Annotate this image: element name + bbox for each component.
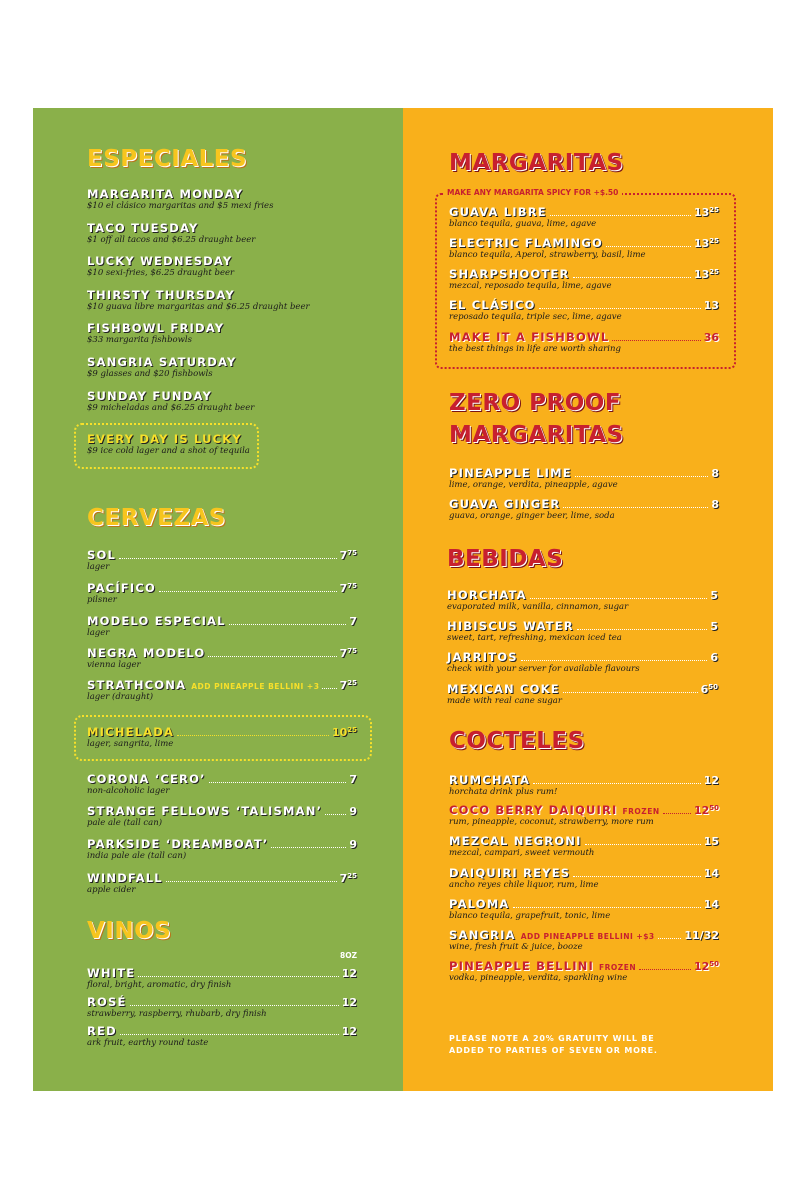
beer-item: WINDFALL $7^{25}$ apple cider (87, 871, 357, 895)
coctel-item: MEZCAL NEGRONI 15 mezcal, campari, sweet vermouth (449, 834, 719, 858)
beer-item: CORONA ‘CERO’ 7 non-alcoholic lager (87, 772, 357, 796)
special-item: MARGARITA MONDAY $10 el clásico margaritas and $5 mexi fries (87, 187, 274, 211)
especiales-heading: ESPECIALES (87, 146, 248, 172)
bebida-item: HORCHATA 5 evaporated milk, vanilla, cinnamon, sugar (447, 588, 718, 612)
wine-size-label: 8OZ (340, 951, 358, 960)
spicy-note: MAKE ANY MARGARITA SPICY FOR +$.50 (443, 188, 622, 197)
beer-item: MODELO ESPECIAL 7 lager (87, 614, 357, 638)
margaritas-heading: MARGARITAS (449, 150, 624, 176)
fishbowl-item: MAKE IT A FISHBOWL 36 the best things in life are worth sharing (449, 330, 719, 354)
frozen-tag: FROZEN (599, 963, 637, 972)
bellini-addon-tag: ADD PINEAPPLE BELLINI +3 (191, 682, 320, 691)
wine-item: WHITE 12 floral, bright, aromatic, dry finish (87, 966, 357, 990)
special-item: SANGRIA SATURDAY $9 glasses and $20 fishbowls (87, 355, 237, 379)
special-item: FISHBOWL FRIDAY $33 margarita fishbowls (87, 321, 225, 345)
zero-proof-item: PINEAPPLE LIME 8 lime, orange, verdita, pineapple, agave (449, 466, 719, 490)
margarita-item: EL CLÁSICO 13 reposado tequila, triple sec, lime, agave (449, 298, 719, 322)
bellini-addon-tag: ADD PINEAPPLE BELLINI +$3 (520, 932, 655, 941)
cocteles-heading: COCTELES (449, 728, 585, 754)
margarita-item: ELECTRIC FLAMINGO $13^{25}$ blanco tequila, Aperol, strawberry, basil, lime (449, 236, 719, 260)
michelada-item: MICHELADA $10^{25}$ lager, sangrita, lime (87, 725, 357, 749)
beer-item: PACÍFICO $7^{75}$ pilsner (87, 581, 357, 605)
beer-item: STRATHCONA ADD PINEAPPLE BELLINI +3 $7^{25}$ lager (draught) (87, 678, 357, 702)
special-item: THIRSTY THURSDAY $10 guava libre margaritas and $6.25 draught beer (87, 288, 310, 312)
coctel-item: COCO BERRY DAIQUIRI FROZEN $12^{50}$ rum, pineapple, coconut, strawberry, more rum (449, 803, 719, 827)
coctel-item: RUMCHATA 12 horchata drink plus rum! (449, 773, 719, 797)
cervezas-heading: CERVEZAS (87, 505, 226, 531)
beer-item: NEGRA MODELO $7^{75}$ vienna lager (87, 646, 357, 670)
wine-item: ROSÉ 12 strawberry, raspberry, rhubarb, dry finish (87, 995, 357, 1019)
coctel-item: DAIQUIRI REYES 14 ancho reyes chile liquor, rum, lime (449, 866, 719, 890)
coctel-item: PALOMA 14 blanco tequila, grapefruit, tonic, lime (449, 897, 719, 921)
coctel-item: PINEAPPLE BELLINI FROZEN $12^{50}$ vodka, pineapple, verdita, sparkling wine (449, 959, 719, 983)
bebidas-heading: BEBIDAS (447, 546, 564, 572)
beer-item: STRANGE FELLOWS ‘TALISMAN’ 9 pale ale (tall can) (87, 804, 357, 828)
bebida-item: MEXICAN COKE $6^{50}$ made with real cane sugar (447, 682, 718, 706)
bebida-item: JARRITOS 6 check with your server for available flavours (447, 650, 718, 674)
zero-proof-item: GUAVA GINGER 8 guava, orange, ginger beer, lime, soda (449, 497, 719, 521)
margarita-item: SHARPSHOOTER $13^{25}$ mezcal, reposado tequila, lime, agave (449, 267, 719, 291)
beer-item: SOL $7^{75}$ lager (87, 548, 357, 572)
wine-item: RED 12 ark fruit, earthy round taste (87, 1024, 357, 1048)
frozen-tag: FROZEN (622, 807, 660, 816)
special-item: SUNDAY FUNDAY $9 micheladas and $6.25 draught beer (87, 389, 255, 413)
lucky-special: EVERY DAY IS LUCKY $9 ice cold lager and a shot of tequila (87, 432, 250, 456)
beer-item: PARKSIDE ‘DREAMBOAT’ 9 india pale ale (tall can) (87, 837, 357, 861)
vinos-heading: VINOS (87, 918, 172, 944)
zero-proof-heading: ZERO PROOF (449, 390, 622, 416)
special-item: LUCKY WEDNESDAY $10 sexi-fries, $6.25 draught beer (87, 254, 235, 278)
zero-proof-heading-line2: MARGARITAS (449, 422, 624, 448)
coctel-item: SANGRIA ADD PINEAPPLE BELLINI +$3 11/32 wine, fresh fruit & juice, booze (449, 928, 719, 952)
margarita-item: GUAVA LIBRE $13^{25}$ blanco tequila, guava, lime, agave (449, 205, 719, 229)
special-item: TACO TUESDAY $1 off all tacos and $6.25 draught beer (87, 221, 256, 245)
gratuity-note: PLEASE NOTE A 20% GRATUITY WILL BE ADDED TO PARTIES OF SEVEN OR MORE. (449, 1034, 658, 1055)
bebida-item: HIBISCUS WATER 5 sweet, tart, refreshing, mexican iced tea (447, 619, 718, 643)
